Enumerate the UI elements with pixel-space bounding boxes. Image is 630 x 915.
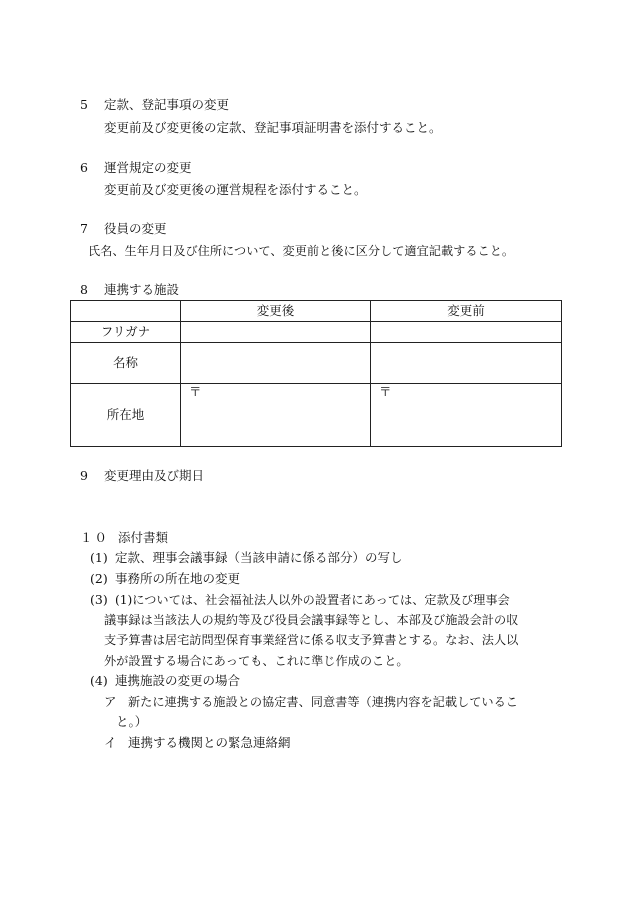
postal-mark-before: 〒 — [379, 384, 392, 399]
section-5-number: 5 — [80, 97, 88, 112]
attachment-4-sub-a-mark: ア — [104, 694, 117, 709]
row-label-address: 所在地 — [71, 384, 181, 447]
row-label-furigana: フリガナ — [71, 322, 181, 343]
attachment-4-sub-i-mark: イ — [104, 735, 117, 750]
name-after-cell — [181, 343, 371, 384]
section-9-title: 変更理由及び期日 — [104, 468, 205, 483]
attachment-4-text: 連携施設の変更の場合 — [115, 673, 241, 688]
table-header-row — [71, 301, 562, 322]
section-7-body: 氏名、生年月日及び住所について、変更前と後に区分して適宜記載すること。 — [88, 244, 515, 258]
facility-table — [70, 300, 562, 447]
furigana-after-cell — [181, 322, 371, 343]
attachment-3-line-3: 支予算書は居宅訪問型保育事業経営に係る収支予算書とする。なお、法人以 — [104, 633, 519, 647]
postal-mark-after: 〒 — [189, 384, 202, 399]
section-10-number: １０ — [80, 530, 110, 545]
table-corner-cell — [71, 301, 181, 322]
address-after-cell — [181, 384, 371, 447]
section-10-title: 添付書類 — [118, 530, 169, 545]
attachment-1-number: (1) — [90, 550, 108, 565]
attachment-2-text: 事務所の所在地の変更 — [115, 571, 241, 586]
column-header-before: 変更前 — [371, 301, 562, 322]
section-7-title: 役員の変更 — [104, 221, 167, 236]
attachment-4-sub-i-text: 連携する機関との緊急連絡網 — [128, 735, 291, 750]
attachment-3-line-2: 議事録は当該法人の規約等及び役員会議事録等とし、本部及び施設会計の収 — [104, 613, 519, 627]
section-8-number: 8 — [80, 282, 88, 297]
section-6-number: 6 — [80, 160, 88, 175]
attachment-1-text: 定款、理事会議事録（当該申請に係る部分）の写し — [115, 550, 403, 565]
section-7-number: 7 — [80, 221, 88, 236]
section-6-title: 運営規定の変更 — [104, 160, 192, 175]
attachment-4-sub-a-line-2: と。） — [116, 714, 148, 729]
attachment-3-number: (3) — [90, 592, 108, 607]
attachment-2-number: (2) — [90, 571, 108, 586]
section-5-title: 定款、登記事項の変更 — [104, 97, 230, 112]
column-header-after: 変更後 — [181, 301, 371, 322]
row-label-name: 名称 — [71, 343, 181, 384]
attachment-4-sub-a-line-1: 新たに連携する施設との協定書、同意書等（連携内容を記載しているこ — [128, 695, 518, 709]
section-9-number: 9 — [80, 468, 88, 483]
attachment-4-number: (4) — [90, 673, 108, 688]
section-8-title: 連携する施設 — [104, 282, 180, 297]
section-6-body: 変更前及び変更後の運営規程を添付すること。 — [104, 182, 367, 197]
table-row-furigana — [71, 322, 562, 343]
attachment-3-line-1: (1)については、社会福祉法人以外の設置者にあっては、定款及び理事会 — [115, 593, 510, 607]
name-before-cell — [371, 343, 562, 384]
attachment-3-line-4: 外が設置する場合にあっても、これに準じ作成のこと。 — [104, 654, 409, 668]
section-5-body: 変更前及び変更後の定款、登記事項証明書を添付すること。 — [104, 120, 442, 135]
table-row-name — [71, 343, 562, 384]
address-before-cell — [371, 384, 562, 447]
table-row-address — [71, 384, 562, 447]
furigana-before-cell — [371, 322, 562, 343]
